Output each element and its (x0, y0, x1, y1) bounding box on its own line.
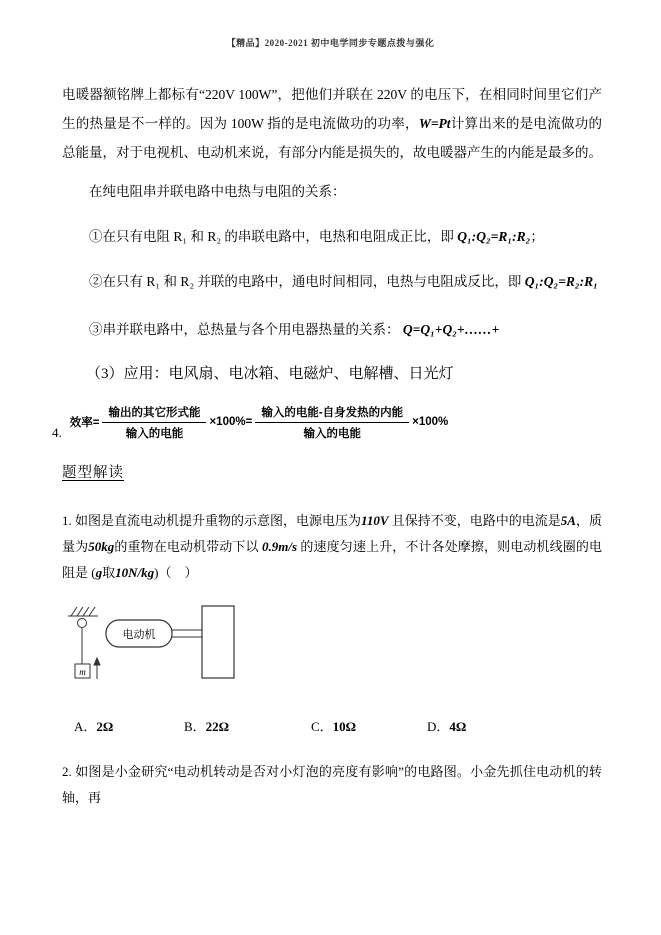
paragraph-applications: （3）应用：电风扇、电冰箱、电磁炉、电解槽、日光灯 (86, 366, 454, 382)
fraction-denominator: 输入的电能 (303, 428, 361, 440)
option-a (74, 716, 184, 735)
pulley-icon (78, 619, 87, 628)
option-letter: A． (74, 719, 97, 734)
option-value: 22Ω (205, 719, 230, 734)
formula-rhs: ×100% (412, 416, 449, 428)
ceiling-hatch-icon (68, 607, 98, 616)
formula-middle: ×100%= (209, 416, 253, 428)
option-value: 4Ω (449, 719, 467, 734)
fraction-denominator: 输入的电能 (125, 428, 184, 440)
motor-diagram (66, 604, 602, 704)
axle-lines (172, 630, 202, 637)
fraction-input-minus-heat (255, 403, 409, 441)
paragraph-intro: 电暖器额铭牌上都标有“220V 100W”，把他们并联在 220V 的电压下，在相同时间里它们产生的热量是不一样的。因为 100W 指的是电流做功的功率，W=Pt计算出来的是电流做功的总能量，对于电视机、电动机来说，有部分内能是损失的，故电暖器产生的内能是最多的。 (62, 87, 603, 160)
option-d (427, 716, 466, 735)
question-2-text: 2. 如图是小金研究“电动机转动是否对小灯泡的亮度有影响”的电路图。小金先抓住电动机的转轴，再 (62, 764, 602, 805)
list-item-number: 4. (52, 425, 62, 440)
document-header-title: 【精品】2020-2021 初中电学同步专题点拨与强化 (226, 38, 435, 48)
paragraph-total-heat-rule: ③串并联电路中，总热量与各个用电器热量的关系： Q=Q₁+Q₂+……+ (89, 322, 500, 337)
fraction-numerator: 输入的电能-自身发热的内能 (255, 403, 409, 423)
motor-diagram-svg (66, 604, 244, 704)
option-value: 2Ω (96, 719, 114, 734)
weight-label: m (79, 667, 86, 677)
fraction-output-energy (102, 403, 206, 441)
efficiency-formula (52, 403, 602, 441)
up-arrow-icon (94, 658, 100, 679)
motor-label: 电动机 (122, 629, 156, 641)
option-c (311, 716, 427, 735)
formula-lhs: 效率= (69, 417, 100, 429)
paragraph-relation-heading: 在纯电阻串并联电路中电热与电阻的关系： (89, 184, 346, 199)
document-body (52, 80, 603, 811)
paragraph-parallel-rule: ②在只有 R₁ 和 R₂ 并联的电路中，通电时间相同，电热与电阻成反比，即 Q₁:Q₂=R₂:R₁ (89, 274, 598, 289)
section-heading-question-types: 题型解读 (62, 465, 124, 481)
option-letter: B． (184, 719, 206, 734)
drum-wheel (202, 606, 234, 678)
fraction-numerator: 输出的其它形式能 (102, 403, 206, 423)
option-letter: C． (311, 719, 333, 734)
option-value: 10Ω (332, 719, 357, 734)
question-1-text: 1. 如图是直流电动机提升重物的示意图，电源电压为110V 且保持不变，电路中的电流是5A，质量为50kg的重物在电动机带动下以 0.9m/s 的速度匀速上升，不计各处摩擦，则电动机线圈的电阻是 (g取10N/kg)（ ） (62, 513, 602, 580)
paragraph-series-rule: ①在只有电阻 R₁ 和 R₂ 的串联电路中，电热和电阻成正比，即 Q₁:Q₂=R₁:R₂； (89, 229, 544, 244)
option-b (184, 716, 311, 735)
question-1-options (62, 716, 602, 735)
option-letter: D． (427, 719, 450, 734)
